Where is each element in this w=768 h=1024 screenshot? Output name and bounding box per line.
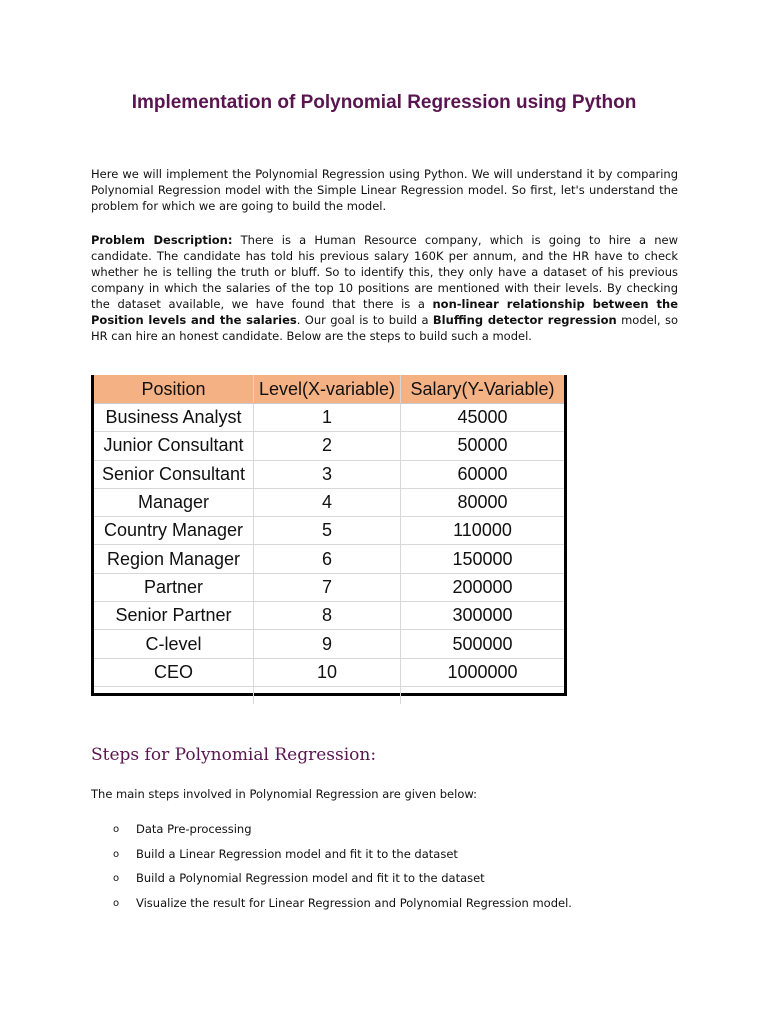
problem-text-3: model, so HR can hire an honest candidate. Below are the steps to build such a model. — [91, 313, 678, 343]
table-row — [94, 461, 564, 489]
cell-salary: 50000 — [457, 435, 508, 456]
list-item — [113, 896, 713, 921]
table-row — [94, 574, 564, 602]
salary-table — [91, 375, 567, 696]
list-item — [113, 822, 713, 847]
cell-position: C-level — [94, 630, 254, 657]
page-title: Implementation of Polynomial Regression using Python — [131, 92, 637, 113]
table-row — [94, 659, 564, 687]
step-text: Build a Polynomial Regression model and fit it to the dataset — [136, 871, 485, 885]
cell-level: 2 — [254, 432, 401, 459]
cell-salary: 150000 — [452, 548, 513, 569]
table-empty-row — [94, 687, 564, 704]
steps-list — [113, 822, 713, 920]
cell-level: 10 — [254, 659, 401, 686]
problem-bold-2: Bluffing detector regression — [432, 313, 617, 327]
cell-position: Manager — [94, 489, 254, 516]
cell-level: 9 — [254, 630, 401, 657]
cell-level: 6 — [254, 545, 401, 572]
cell-position: Senior Partner — [94, 602, 254, 629]
cell-level: 4 — [254, 489, 401, 516]
cell-salary: 1000000 — [447, 661, 518, 682]
table-row — [94, 602, 564, 630]
table-row — [94, 404, 564, 432]
header-level: Level(X-variable) — [254, 375, 401, 403]
list-item — [113, 871, 713, 896]
cell-position: Junior Consultant — [94, 432, 254, 459]
hollow-bullet-icon: o — [113, 897, 120, 909]
list-item — [113, 847, 713, 872]
cell-salary: 500000 — [452, 633, 513, 654]
table-header-row — [94, 375, 564, 404]
problem-label: Problem Description: — [91, 233, 233, 247]
step-text: Data Pre-processing — [136, 822, 252, 836]
table-row — [94, 545, 564, 573]
problem-bold-1: non-linear relationship between the Position levels and the salaries — [91, 297, 678, 327]
problem-text-2: . Our goal is to build a — [296, 313, 433, 327]
cell-salary: 300000 — [452, 605, 513, 626]
cell-salary: 200000 — [452, 576, 513, 597]
cell-level: 5 — [254, 517, 401, 544]
steps-intro: The main steps involved in Polynomial Regression are given below: — [91, 787, 478, 801]
table-row — [94, 630, 564, 658]
cell-level: 3 — [254, 461, 401, 488]
steps-heading: Steps for Polynomial Regression: — [91, 745, 377, 765]
cell-position: CEO — [94, 659, 254, 686]
cell-salary: 80000 — [457, 492, 508, 513]
header-salary: Salary(Y-Variable) — [410, 378, 555, 399]
cell-salary: 45000 — [457, 407, 508, 428]
cell-position: Business Analyst — [94, 404, 254, 431]
hollow-bullet-icon: o — [113, 848, 120, 860]
cell-position: Country Manager — [94, 517, 254, 544]
cell-salary: 110000 — [453, 520, 512, 541]
cell-position: Senior Consultant — [94, 461, 254, 488]
problem-text-1: There is a Human Resource company, which is going to hire a new candidate. The candidate has told his previous salary 160K per annum, and the HR have to check whether he is telling the truth or bluff. So to identify this, they only have a dataset of his previous company in which the salaries of the top 10 positions are mentioned with their levels. By checking the dataset available, we have found that there is a — [91, 233, 678, 311]
hollow-bullet-icon: o — [113, 824, 120, 835]
cell-position: Partner — [94, 574, 254, 601]
cell-level: 1 — [254, 404, 401, 431]
table-row — [94, 489, 564, 517]
cell-position: Region Manager — [94, 545, 254, 572]
header-position: Position — [94, 375, 254, 403]
intro-paragraph: Here we will implement the Polynomial Regression using Python. We will understand it by comparing Polynomial Regression model with the Simple Linear Regression model. So first, let's understand the problem for which we are going to build the model. — [91, 167, 678, 213]
hollow-bullet-icon: o — [113, 873, 120, 884]
table-row — [94, 517, 564, 545]
cell-level: 8 — [254, 602, 401, 629]
cell-salary: 60000 — [457, 463, 508, 484]
step-text: Build a Linear Regression model and fit it to the dataset — [136, 846, 458, 861]
step-text: Visualize the result for Linear Regression and Polynomial Regression model. — [136, 895, 572, 910]
problem-paragraph — [91, 232, 678, 344]
table-row — [94, 432, 564, 460]
cell-level: 7 — [254, 574, 401, 601]
